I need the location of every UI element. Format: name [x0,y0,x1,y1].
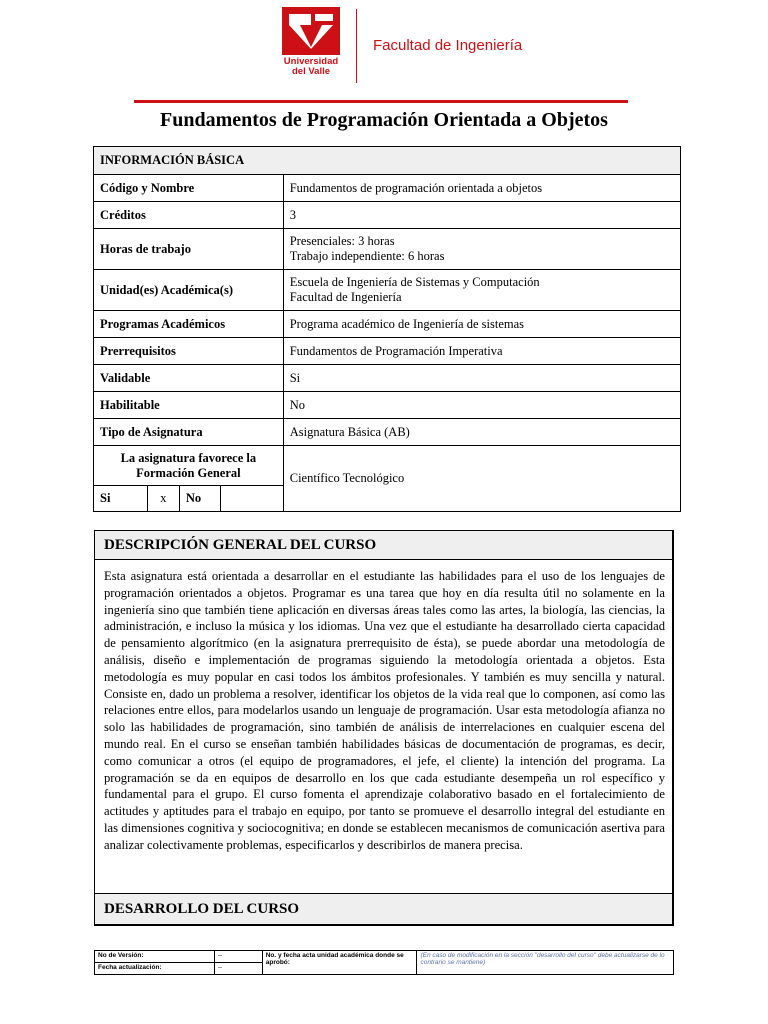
formacion-value: Científico Tecnológico [283,446,680,512]
table-row [94,175,681,202]
row-value: 3 [283,202,680,229]
version-label: No de Versión: [95,951,215,963]
acta-label: No. y fecha acta unidad académica donde se aprobó: [262,951,417,975]
formacion-label [94,446,284,486]
row-value-line1: Escuela de Ingeniería de Sistemas y Computación [289,275,540,289]
footer-note: (En caso de modificación en la sección "desarrollo del curso" debe actualizarse de lo contrario se mantiene) [417,951,674,975]
table-row [94,365,681,392]
row-label: Validable [94,365,284,392]
university-logo [282,7,340,77]
university-name-line2: del Valle [291,66,331,77]
version-footer [94,950,674,975]
row-label: Tipo de Asignatura [94,419,284,446]
formacion-label-line1: La asignatura favorece la [120,450,257,465]
row-value [283,270,680,311]
table-row [94,202,681,229]
row-label: Programas Académicos [94,311,284,338]
table-row [94,392,681,419]
row-value-line2: Facultad de Ingeniería [289,290,402,304]
page-header [0,0,768,102]
development-title: DESARROLLO DEL CURSO [95,893,672,924]
row-value-line2: Trabajo independiente: 6 horas [289,249,445,263]
faculty-name: Facultad de Ingeniería [373,37,523,54]
formacion-label-line2: Formación General [136,465,241,480]
option-no-label: No [179,486,220,512]
row-label: Prerrequisitos [94,338,284,365]
date-label: Fecha actualización: [95,963,215,975]
version-value: -- [214,951,262,963]
date-value: -- [214,963,262,975]
info-header-row [94,147,681,175]
row-value: Fundamentos de Programación Imperativa [283,338,680,365]
row-label: Horas de trabajo [94,229,284,270]
basic-info-table [93,146,681,512]
option-si-mark: x [147,486,179,512]
header-rule [134,100,628,103]
row-value [283,229,680,270]
row-label: Créditos [94,202,284,229]
row-value: Si [283,365,680,392]
row-value-line1: Presenciales: 3 horas [289,234,395,248]
info-section-title: INFORMACIÓN BÁSICA [94,147,681,175]
formacion-row [94,446,681,486]
table-row [95,951,674,963]
university-name [282,57,340,77]
university-name-line1: Universidad [283,56,339,67]
header-divider [356,9,357,83]
logo-emblem-icon [282,7,340,55]
row-label: Habilitable [94,392,284,419]
table-row [94,229,681,270]
table-row [94,338,681,365]
document-title: Fundamentos de Programación Orientada a Objetos [160,109,608,131]
row-value: Fundamentos de programación orientada a objetos [283,175,680,202]
table-row [94,311,681,338]
option-no-mark [220,486,283,512]
course-description-section [94,530,674,926]
description-text: Esta asignatura está orientada a desarrollar en el estudiante las habilidades para el uso de los lenguajes de programación orientados a objetos. Programar es una tarea que hoy en día resulta útil no solamente en la ingeniería sino que también tiene aplicación en diversas áreas tales como las artes, la biología, las ciencias, la administración, e incluso la música y los idiomas. Una vez que el estudiante ha desarrollado cierta capacidad de pensamiento algorítmico (en la asignatura prerrequisito de ésta), se puede abordar una metodología de análisis, diseño e implementación de programas siguiendo la metodología orientada a objetos. Esta metodología es muy popular en casi todos los ámbitos profesionales. Y también es muy sencilla y natural. Consiste en, dado un problema a resolver, identificar los objetos de la vida real que lo componen, así como las relaciones entre ellos, para modelarlos usando un lenguaje de programación. Usar esta metodología afianza no solo las habilidades de programación, sino también de análisis de interrelaciones en cualquier escena del mundo real. En el curso se enseñan también habilidades básicas de documentación de programas, es decir, como comunicar a otros (el equipo de programadores, el jefe, el cliente) la intención del programa. La programación se da en equipos de desarrollo en los que cada estudiante desempeña un rol específico y fundamental para el grupo. El curso fomenta el aprendizaje colaborativo basado en el fortalecimiento de actitudes y aptitudes para el trabajo en equipo, por tanto se promueve el desarrollo integral del estudiante en las dimensiones cognitiva y sociocognitiva; en donde se establecen mecanismos de comunicación asertiva para analizar colectivamente problemas, especificarlos y describirlos de manera precisa. [104,569,665,852]
table-row [94,270,681,311]
row-value: No [283,392,680,419]
row-value: Asignatura Básica (AB) [283,419,680,446]
option-si-label: Si [94,486,148,512]
row-value: Programa académico de Ingeniería de sistemas [283,311,680,338]
row-label: Código y Nombre [94,175,284,202]
row-label: Unidad(es) Académica(s) [94,270,284,311]
table-row [94,419,681,446]
description-title: DESCRIPCIÓN GENERAL DEL CURSO [95,531,672,560]
